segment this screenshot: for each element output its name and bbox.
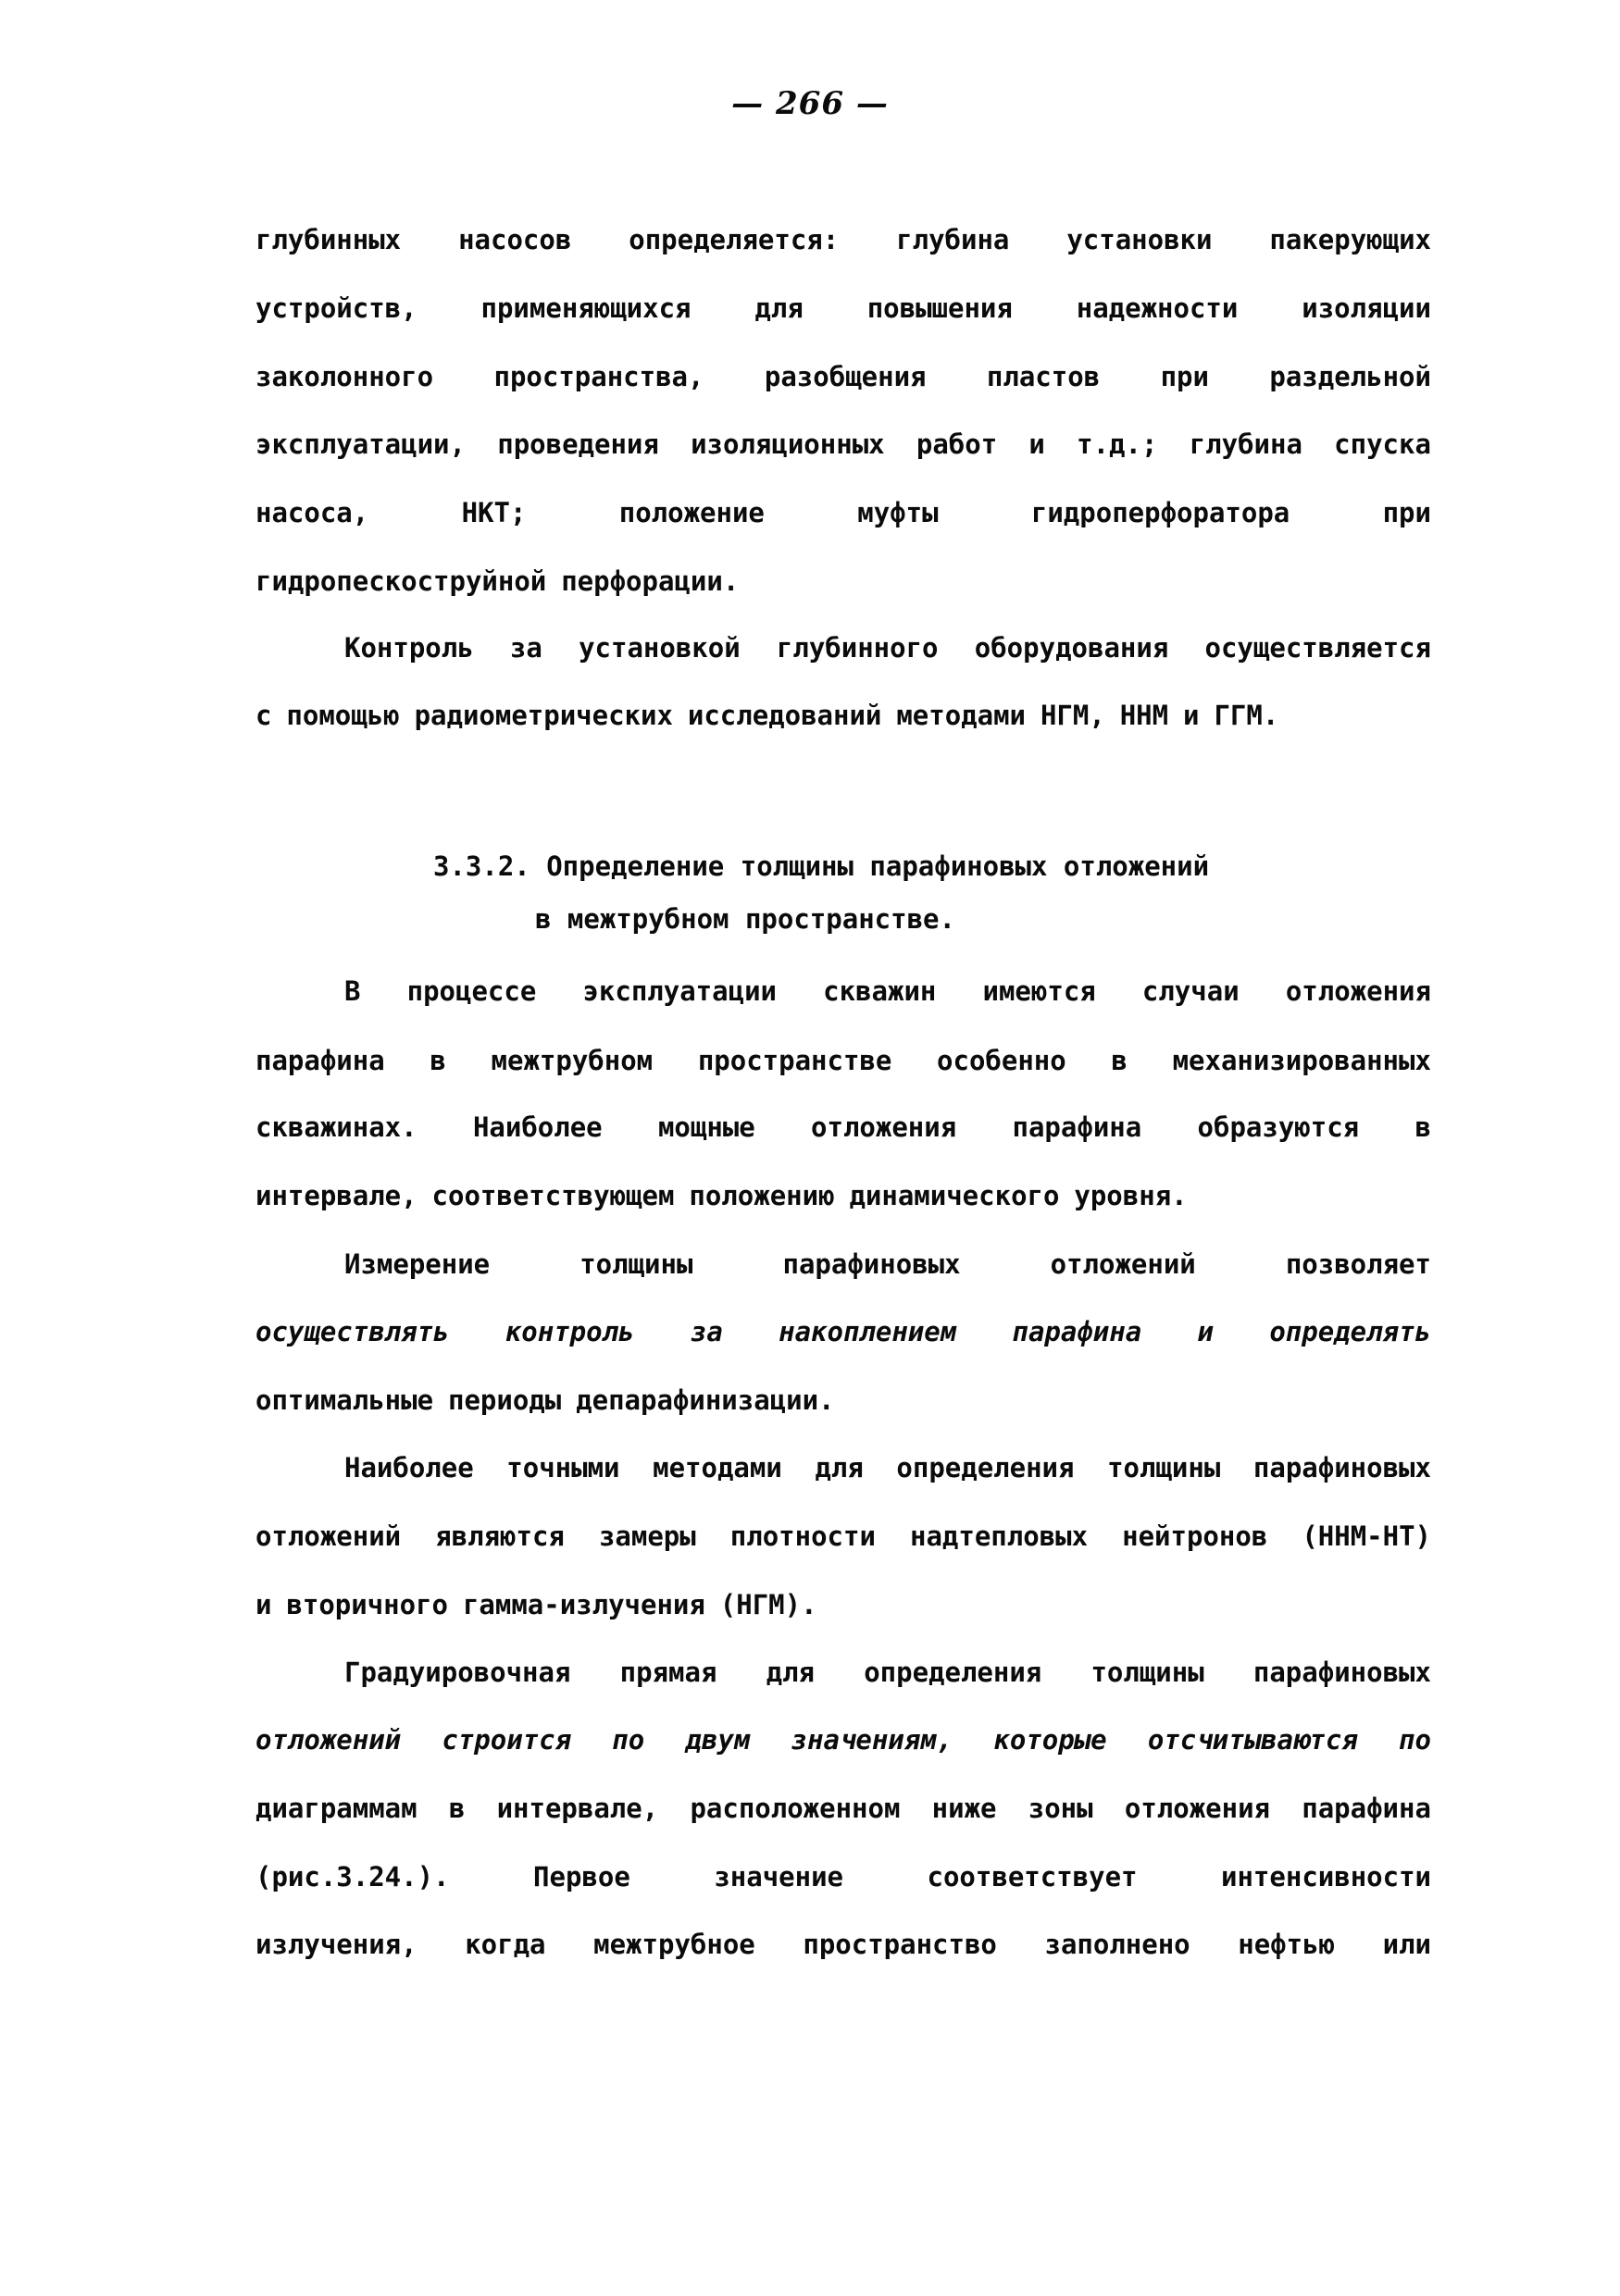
text-line: эксплуатации, проведения изоляционных работ и т.д.; глубина спуска [255,428,1431,460]
text-line: Градуировочная прямая для определения толщины парафиновых [344,1657,1431,1688]
text-line: парафина в межтрубном пространстве особенно в механизированных [255,1045,1431,1076]
text-line: отложений являются замеры плотности надтепловых нейтронов (ННМ-НТ) [255,1520,1431,1552]
section-heading-line-1: 3.3.2. Определение толщины парафиновых отложений [433,850,1210,882]
text-line: В процессе эксплуатации скважин имеются случаи отложения [344,975,1431,1007]
text-line: с помощью радиометрических исследований методами НГМ, ННМ и ГГМ. [255,700,1279,731]
text-line: устройств, применяющихся для повышения надежности изоляции [255,292,1431,324]
text-line: глубинных насосов определяется: глубина установки пакерующих [255,224,1431,255]
text-line: осуществлять контроль за накоплением парафина и определять [255,1316,1431,1347]
text-line: (рис.3.24.). Первое значение соответствует интенсивности [255,1861,1431,1893]
text-line: интервале, соответствующем положению динамического уровня. [255,1180,1188,1211]
text-line: заколонного пространства, разобщения пластов при раздельной [255,361,1431,392]
text-line: Наиболее точными методами для определения толщины парафиновых [344,1452,1431,1483]
text-line: излучения, когда межтрубное пространство заполнено нефтью или [255,1929,1431,1960]
text-line: отложений строится по двум значениям, которые отсчитываются по [255,1724,1431,1756]
section-heading-continued [0,902,1620,936]
text-line: Измерение толщины парафиновых отложений позволяет [344,1248,1431,1280]
text-line: гидропескоструйной перфорации. [255,565,740,597]
text-line: скважинах. Наиболее мощные отложения парафина образуются в [255,1111,1431,1143]
section-heading [0,850,1620,883]
text-line: и вторичного гамма-излучения (НГМ). [255,1589,817,1620]
text-line: оптимальные периоды депарафинизации. [255,1384,835,1416]
page-number: — 266 — [731,85,889,122]
section-heading-line-2: в межтрубном пространстве. [535,903,955,935]
text-line: насоса, НКТ; положение муфты гидроперфоратора при [255,497,1431,528]
text-line: Контроль за установкой глубинного оборудования осуществляется [344,632,1431,664]
text-line: диаграммам в интервале, расположенном ниже зоны отложения парафина [255,1793,1431,1824]
